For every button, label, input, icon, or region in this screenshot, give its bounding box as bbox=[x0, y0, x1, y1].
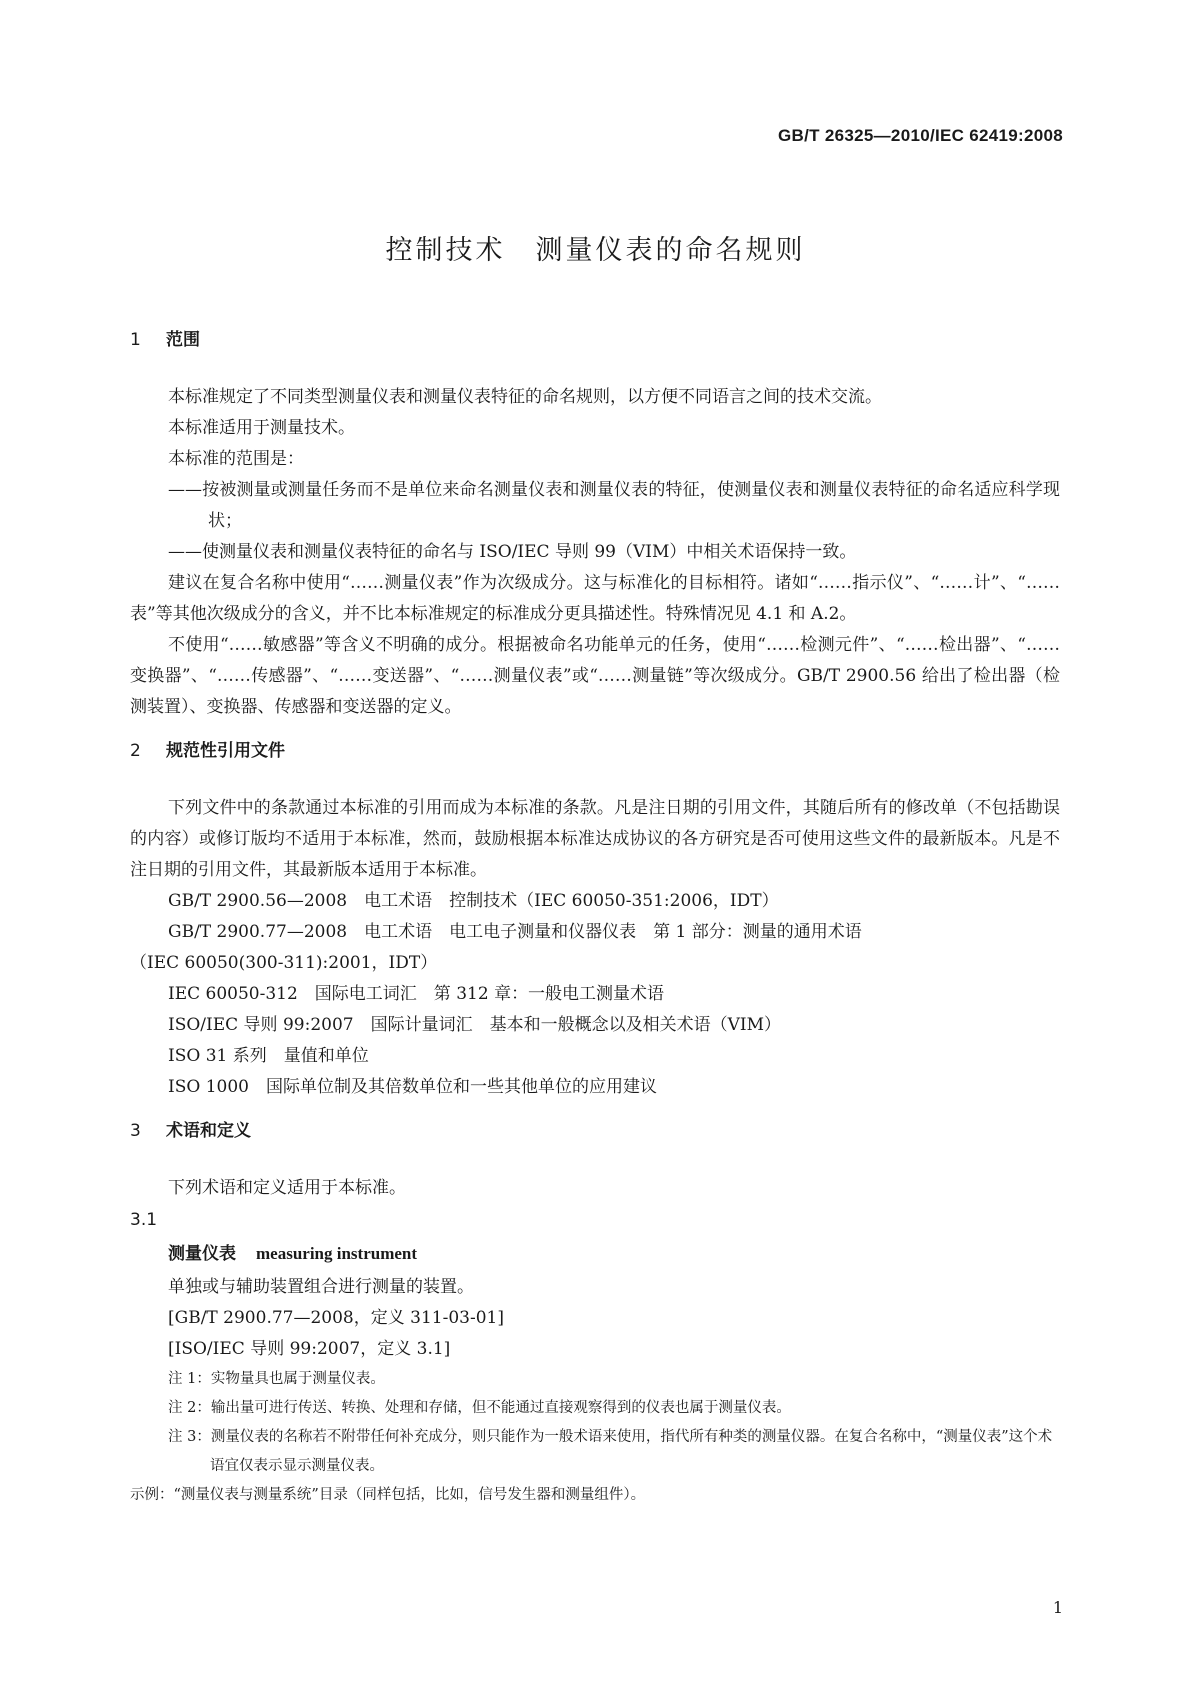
term-chinese: 测量仪表 bbox=[168, 1244, 236, 1264]
dash-list-item: ——按被测量或测量任务而不是单位来命名测量仪表和测量仪表的特征，使测量仪表和测量仪表特征的命名适应科学现状； bbox=[168, 480, 1060, 531]
section-title: 术语和定义 bbox=[166, 1121, 251, 1141]
term-english: measuring instrument bbox=[256, 1244, 418, 1263]
reference-item: ISO 1000 国际单位制及其倍数单位和一些其他单位的应用建议 bbox=[168, 1077, 657, 1097]
section-title: 范围 bbox=[166, 330, 200, 350]
reference-item: GB/T 2900.56—2008 电工术语 控制技术（IEC 60050-351:2006，IDT） bbox=[168, 891, 779, 911]
page-number: 1 bbox=[1052, 1598, 1063, 1617]
note: 注 2：输出量可进行传送、转换、处理和存储，但不能通过直接观察得到的仪表也属于测量仪表。 bbox=[168, 1400, 791, 1416]
example: 示例：“测量仪表与测量系统”目录（同样包括，比如，信号发生器和测量组件）。 bbox=[130, 1487, 646, 1503]
section-title: 规范性引用文件 bbox=[166, 741, 285, 761]
term-number: 3.1 bbox=[130, 1210, 158, 1230]
standard-number: GB/T 26325—2010/IEC 62419:2008 bbox=[778, 126, 1063, 145]
section-number: 2 bbox=[130, 741, 141, 761]
note: 注 3：测量仪表的名称若不附带任何补充成分，则只能作为一般术语来使用，指代所有种类的测量仪器。在复合名称中，“测量仪表”这个术语宜仅表示显示测量仪表。 bbox=[168, 1429, 1053, 1474]
term-heading bbox=[130, 1236, 1060, 1272]
paragraph: 建议在复合名称中使用“……测量仪表”作为次级成分。这与标准化的目标相符。诸如“……指示仪”、“……计”、“……表”等其他次级成分的含义，并不比本标准规定的标准成分更具描述性。特殊情况见 4.1 和 A.2。 bbox=[130, 573, 1060, 624]
reference-item bbox=[130, 917, 1060, 979]
reference-item: ISO/IEC 导则 99:2007 国际计量词汇 基本和一般概念以及相关术语（VIM） bbox=[168, 1015, 781, 1035]
paragraph: 下列术语和定义适用于本标准。 bbox=[168, 1178, 406, 1198]
section-number: 3 bbox=[130, 1121, 141, 1141]
paragraph: 下列文件中的条款通过本标准的引用而成为本标准的条款。凡是注日期的引用文件，其随后所有的修改单（不包括勘误的内容）或修订版均不适用于本标准，然而，鼓励根据本标准达成协议的各方研究是否可使用这些文件的最新版本。凡是不注日期的引用文件，其最新版本适用于本标准。 bbox=[130, 798, 1060, 880]
paragraph: 本标准的范围是： bbox=[168, 449, 304, 469]
reference-item: ISO 31 系列 量值和单位 bbox=[168, 1046, 369, 1066]
paragraph: 本标准适用于测量技术。 bbox=[168, 418, 355, 438]
term-source: [ISO/IEC 导则 99:2007，定义 3.1] bbox=[168, 1339, 451, 1359]
document-title: 控制技术 测量仪表的命名规则 bbox=[385, 235, 806, 266]
reference-line: GB/T 2900.77—2008 电工术语 电工电子测量和仪器仪表 第 1 部分：测量的通用术语 bbox=[168, 922, 862, 942]
paragraph: 本标准规定了不同类型测量仪表和测量仪表特征的命名规则，以方便不同语言之间的技术交流。 bbox=[168, 387, 882, 407]
section-2-heading bbox=[130, 733, 1060, 769]
term-source: [GB/T 2900.77—2008，定义 311-03-01] bbox=[168, 1308, 504, 1328]
reference-line: （IEC 60050(300-311):2001，IDT） bbox=[130, 953, 438, 973]
section-3-heading bbox=[130, 1113, 1060, 1149]
document-body bbox=[130, 322, 1060, 1510]
term-definition: 单独或与辅助装置组合进行测量的装置。 bbox=[168, 1277, 474, 1297]
section-1-heading bbox=[130, 322, 1060, 358]
reference-item: IEC 60050-312 国际电工词汇 第 312 章：一般电工测量术语 bbox=[168, 984, 665, 1004]
note: 注 1：实物量具也属于测量仪表。 bbox=[168, 1371, 385, 1387]
dash-list-item: ——使测量仪表和测量仪表特征的命名与 ISO/IEC 导则 99（VIM）中相关术语保持一致。 bbox=[168, 542, 857, 562]
section-number: 1 bbox=[130, 330, 141, 350]
paragraph: 不使用“……敏感器”等含义不明确的成分。根据被命名功能单元的任务，使用“……检测元件”、“……检出器”、“……变换器”、“……传感器”、“……变送器”、“……测量仪表”或“……测量链”等次级成分。GB/T 2900.56 给出了检出器（检测装置）、变换器、传感器和变送器的定义。 bbox=[130, 635, 1060, 717]
